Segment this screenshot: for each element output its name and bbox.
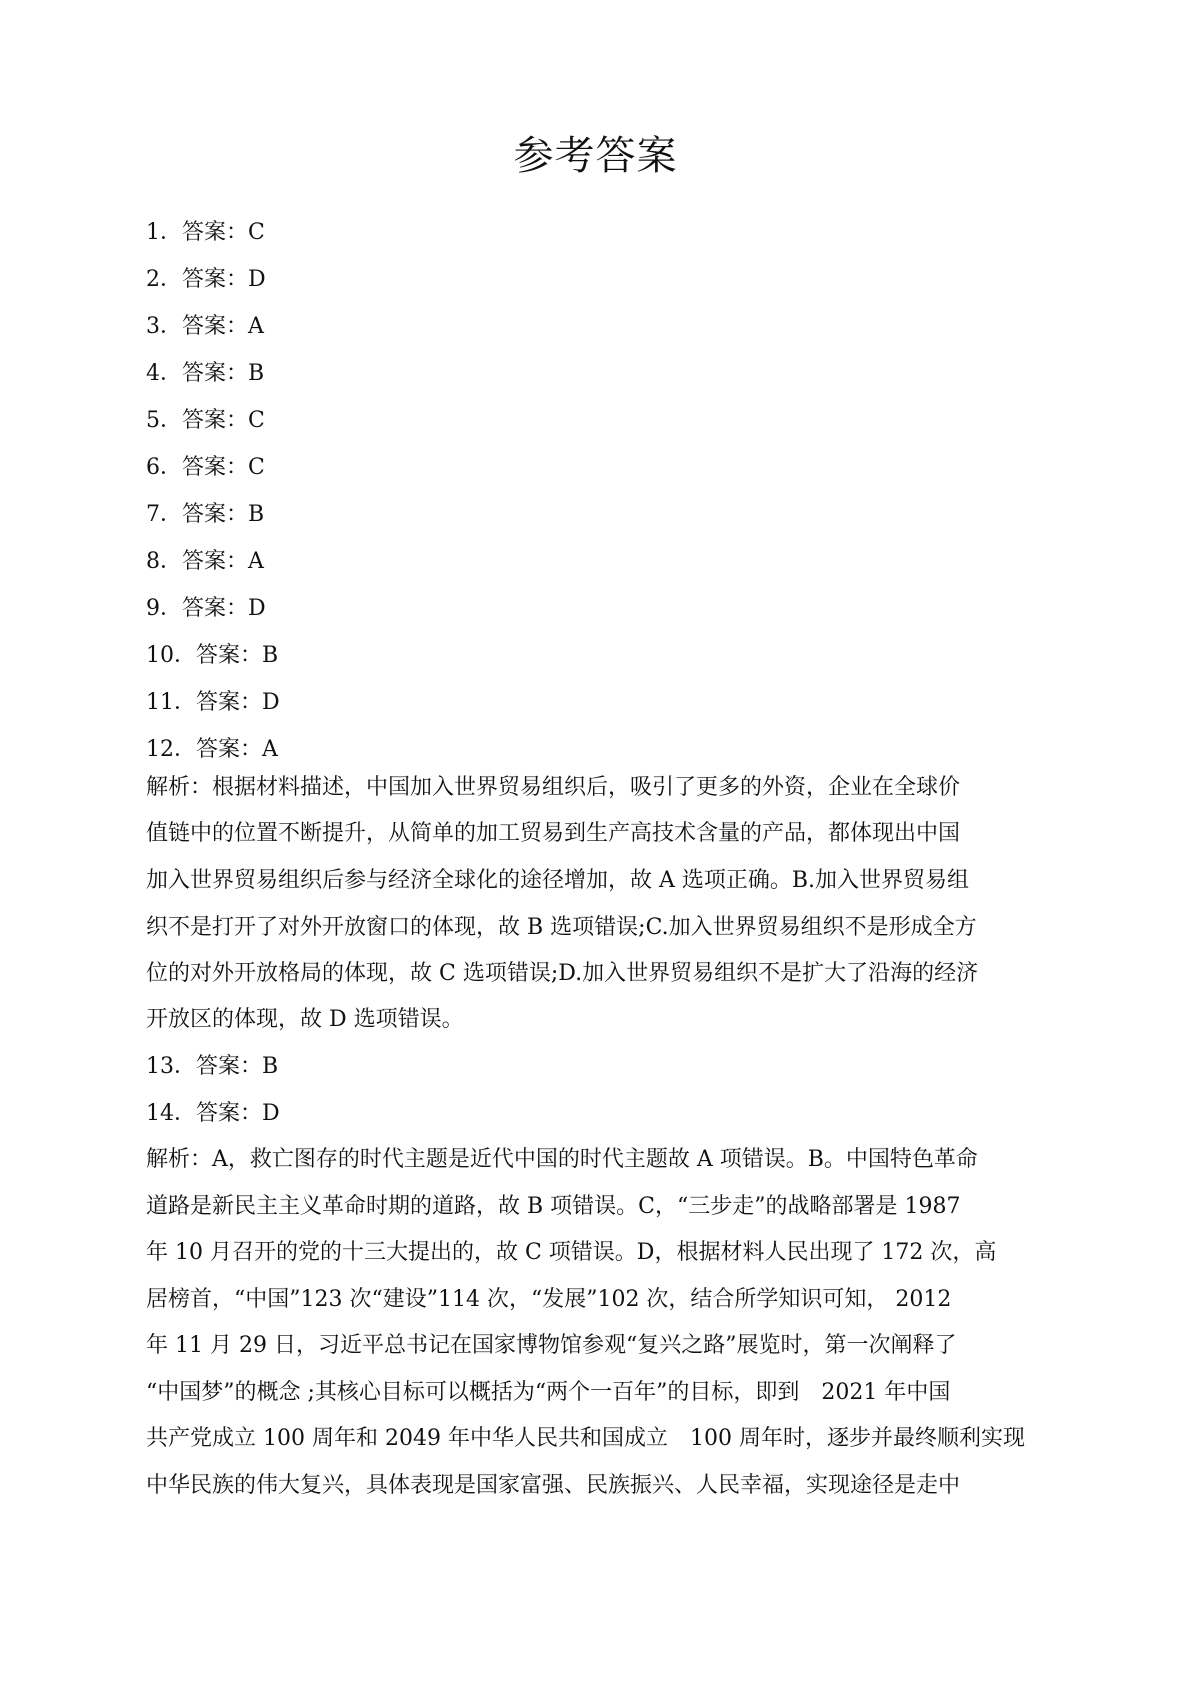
answer-item: 8．答案：A [146, 549, 264, 574]
answer-list [146, 209, 1046, 773]
answer-item: 4．答案：B [146, 361, 265, 386]
analysis-12-line: 位的对外开放格局的体现，故 C 选项错误;D.加入世界贸易组织不是扩大了沿海的经济 [146, 961, 979, 986]
analysis-14-line: 解析：A，救亡图存的时代主题是近代中国的时代主题故 A 项错误。B。中国特色革命 [146, 1147, 978, 1172]
analysis-14-line: 中华民族的伟大复兴，具体表现是国家富强、民族振兴、人民幸福，实现途径是走中 [146, 1473, 961, 1498]
answer-item: 11．答案：D [146, 690, 280, 715]
answer-item: 10．答案：B [146, 643, 279, 668]
analysis-14-line: 道路是新民主主义革命时期的道路，故 B 项错误。C，“三步走”的战略部署是 1987 [146, 1194, 961, 1219]
answer-item: 7．答案：B [146, 502, 265, 527]
analysis-14-line: “中国梦”的概念 ;其核心目标可以概括为“两个一百年”的目标，即到 2021 年中国 [146, 1380, 951, 1405]
answer-item: 12．答案：A [146, 737, 278, 762]
analysis-14-line: 共产党成立 100 周年和 2049 年中华人民共和国成立 100 周年时，逐步并最终顺利实现 [146, 1426, 1025, 1451]
answer-item: 6．答案：C [146, 455, 265, 480]
analysis-12-line: 加入世界贸易组织后参与经济全球化的途径增加，故 A 选项正确。B.加入世界贸易组 [146, 868, 970, 893]
analysis-14-line: 年 11 月 29 日，习近平总书记在国家博物馆参观“复兴之路”展览时，第一次阐释了 [146, 1333, 957, 1358]
analysis-12-line: 解析：根据材料描述，中国加入世界贸易组织后，吸引了更多的外资，企业在全球价 [146, 775, 961, 800]
answer-item: 14．答案：D [146, 1101, 280, 1126]
analysis-12-line: 织不是打开了对外开放窗口的体现，故 B 选项错误;C.加入世界贸易组织不是形成全方 [146, 915, 977, 940]
analysis-14-line: 年 10 月召开的党的十三大提出的，故 C 项错误。D，根据材料人民出现了 172 次，高 [146, 1240, 997, 1265]
answer-item: 9．答案：D [146, 596, 266, 621]
answer-item: 2．答案：D [146, 267, 266, 292]
answer-item: 1．答案：C [146, 220, 265, 245]
page-title: 参考答案 [513, 133, 678, 179]
answer-item: 13．答案：B [146, 1054, 279, 1079]
answer-item: 5．答案：C [146, 408, 265, 433]
analysis-12-line: 值链中的位置不断提升，从简单的加工贸易到生产高技术含量的产品，都体现出中国 [146, 821, 961, 846]
analysis-14-line: 居榜首，“中国”123 次“建设”114 次，“发展”102 次，结合所学知识可知， 2012 [146, 1287, 952, 1312]
analysis-12-line: 开放区的体现，故 D 选项错误。 [146, 1007, 464, 1032]
answer-item: 3．答案：A [146, 314, 264, 339]
